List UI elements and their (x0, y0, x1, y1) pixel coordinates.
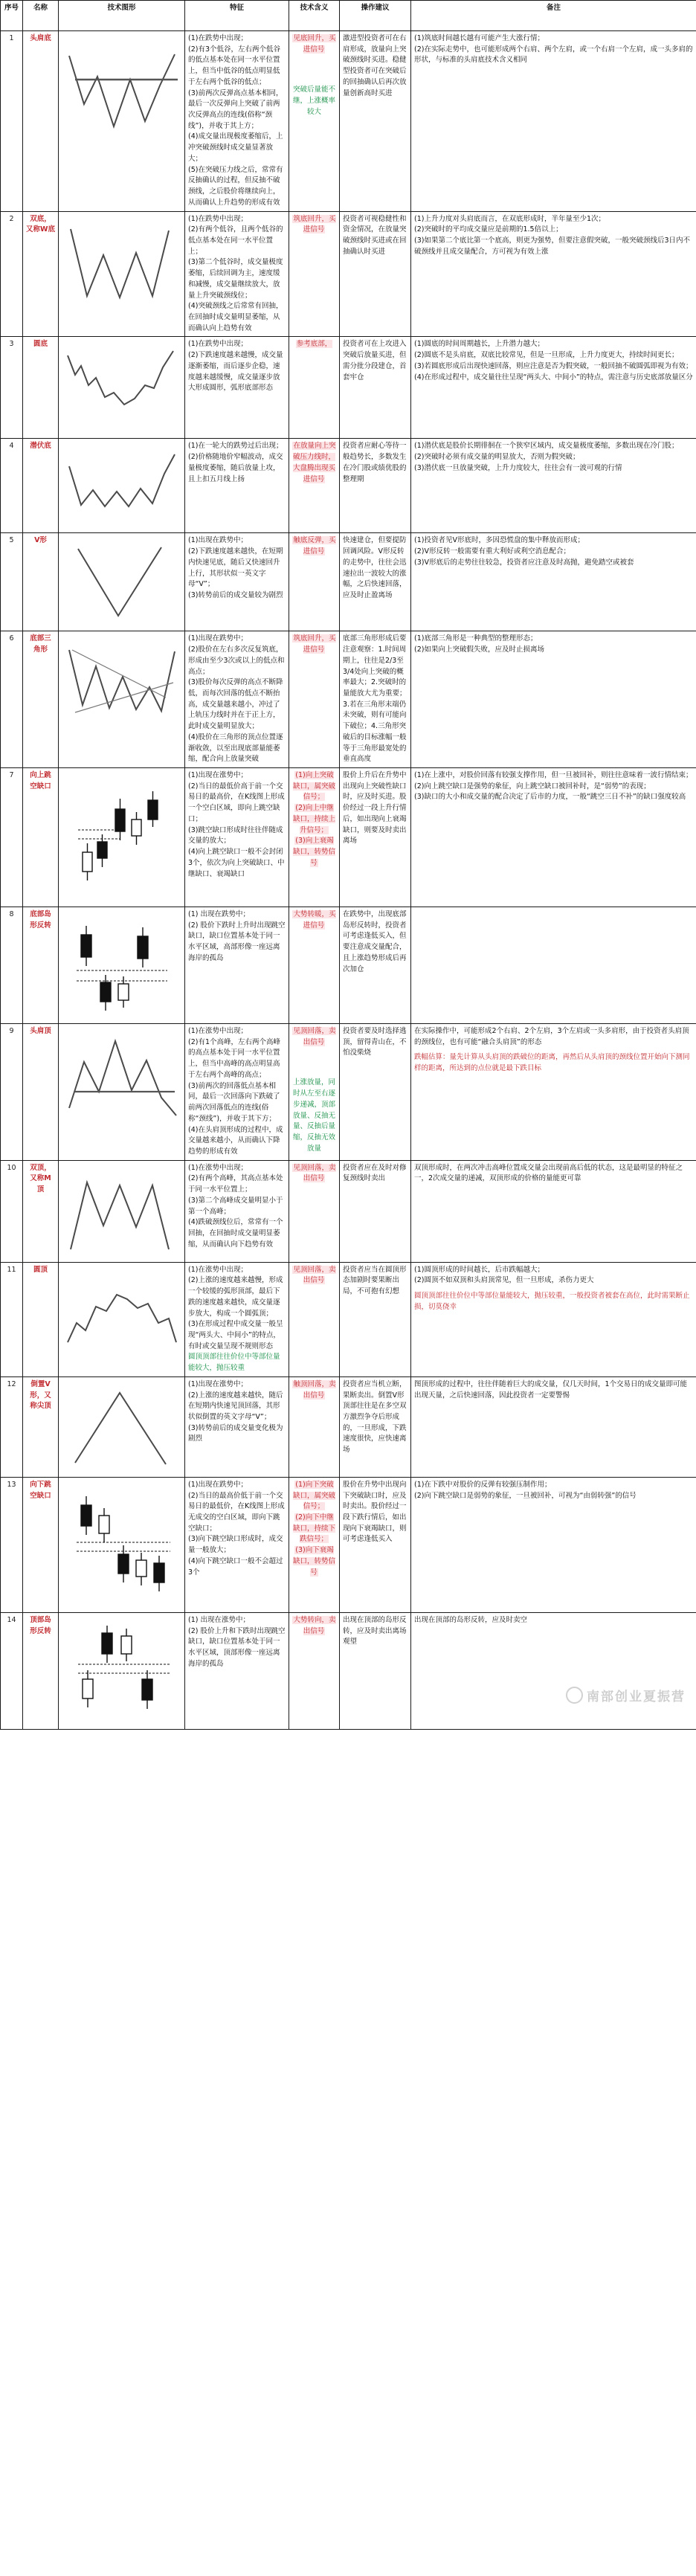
pattern-figure-double-bottom (59, 211, 185, 337)
pattern-feature: (1)在涨势中出现； (2)上涨的速度越来越慢，形成一个较缓的弧形顶部，最后下跌的速度越来越快，成交量逐步放大，构成一个圆弧顶； (3)在形成过程中成交量一般呈现“两头大、中间小”的特点，有时或交量呈现不规则形态 圆顶顶部往往价位中等部位量能较大，抛压较重 (185, 1262, 289, 1376)
header-index: 序号 (1, 1, 23, 31)
pattern-meaning: 触顶回落，卖出信号 (289, 1376, 340, 1477)
pattern-remark: 在实际操作中，可能形成2个右肩、2个左肩，3个左肩或一头多肩形，由于投资者头肩顶的颈线位，也有可能“融合头肩顶”的形态 跌幅估算：量先计算从头肩顶的跌破位的距离，再然后从头肩顶的颈线位置开始向下测同样的距离，所达到的点位就是最下跌目标 (411, 1024, 696, 1161)
pattern-remark (411, 907, 696, 1024)
pattern-meaning: 在放量向上突破压力线时，大盘腾出现买进信号 (289, 439, 340, 533)
pattern-name: 双底， 又称W底 (23, 211, 59, 337)
pattern-meaning: 触底反弹，买进信号 (289, 533, 340, 631)
pattern-advice: 投资者应当机立断，果断卖出。倒置V形顶部往往是在多空双方激烈争夺后形成的，一旦形成，下跌速度很快，应快速离场 (340, 1376, 411, 1477)
table-row (1, 211, 696, 337)
pattern-remark: (1)在上涨中，对股价回落有较强支撑作用，但一旦被回补，则往往意味着一波行情结束； (2)向上跳空缺口是强势的象征，向上跳空缺口被回补时，是“弱势”的表现； (3)缺口的大小和成交量的配合决定了后市的力度，一般“跳空三日不补”的缺口强度较高 (411, 768, 696, 907)
table-header-row (1, 1, 696, 31)
pattern-meaning: 参考底部， (289, 337, 340, 439)
pattern-remark: (1)圆底的时间周期越长，上升潜力越大； (2)圆底不是头肩底，双底比较常见，但是一旦形成，上升力度更大，持续时间更长； (3)若圆底形成后出现快速回落，则应注意是否为假突破，一般回抽不破圆弧即视为有效； (4)在形成过程中，成交量往往呈现“两头大、中间小”的特点，需注意与历史底部放量区分 (411, 337, 696, 439)
pattern-meaning: 筑底回升，买进信号 (289, 211, 340, 337)
pattern-advice: 投资者应在及时对修复颈线时卖出 (340, 1160, 411, 1262)
pattern-name: 潜伏底 (23, 439, 59, 533)
pattern-figure-island-top (59, 1612, 185, 1729)
pattern-name: 圆顶 (23, 1262, 59, 1376)
pattern-meaning: 见顶回落，卖出信号 上涨放量，同时从左至右逐步递减，顶部放量、反抽无量、反抽后量缩，反抽无效放量 (289, 1024, 340, 1161)
watermark (566, 1686, 686, 1704)
pattern-remark: (1)在下跌中对股价的反弹有较强压制作用； (2)向下跳空缺口是弱势的象征，一旦被回补，可视为“由弱转强”的信号 (411, 1477, 696, 1612)
pattern-remark: (1)潜伏底是股价长期徘徊在一个狭窄区域内，成交量极度萎缩，多数出现在冷门股； (2)突破时必须有成交量的明显放大，否则为假突破； (3)潜伏底一旦放量突破，上升力度较大，往往会有一波可观的行情 (411, 439, 696, 533)
pattern-name: 向下跳 空缺口 (23, 1477, 59, 1612)
pattern-advice: 投资者可在上攻进入突破后放量买进，但需分批分段建仓，首套牢仓 (340, 337, 411, 439)
pattern-remark: 双顶形成时，在两次冲击高峰位置成交量会出现前高后低的状态，这是最明显的特征之一，2次成交量的递减，双顶形成的价格的量能更可靠 (411, 1160, 696, 1262)
table-row (1, 31, 696, 212)
pattern-meaning: 见顶回落，卖出信号 (289, 1262, 340, 1376)
pattern-feature: (1)在跌势中出现； (2)有两个低谷，且两个低谷的低点基本处在同一水平位置上； (3)第二个低谷时，成交量极度萎缩，后续回调为主，速度缓和减慢，成交量继续放大，放量上升突破颈线位； (4)突破颈线之后常常有回抽，在回抽时成交量明显萎缩，从而确认向上趋势有效 (185, 211, 289, 337)
pattern-advice: 投资者应当在圆顶形态加剧时要果断出局，不可抱有幻想 (340, 1262, 411, 1376)
table-row (1, 337, 696, 439)
row-index: 8 (1, 907, 23, 1024)
watermark-text: 南部创业夏振营 (587, 1689, 686, 1704)
bird-icon (566, 1687, 583, 1704)
pattern-feature: (1)在涨势中出现； (2)有1个高峰，左右两个高峰的高点基本处于同一水平位置上，但当中高峰的高点明显高于左右两个高峰的高点； (3)前两次的回落低点基本相同，最后一次回落向下跌破了前两次回落低点的连线(俗称“颈线”)，并收于其下方； (4)在头肩顶形成的过程中，成交量越来越小，从而确认下降趋势的形成有效 (185, 1024, 289, 1161)
pattern-name: 倒置V 形，又 称尖顶 (23, 1376, 59, 1477)
header-feature: 特征 (185, 1, 289, 31)
row-index: 2 (1, 211, 23, 337)
table-row (1, 533, 696, 631)
pattern-feature: (1)出现在跌势中； (2)当日的最高价低于前一个交易日的最低价，在K线图上形成无成交的空白区域，即向下跳空缺口； (3)向下跳空缺口形成时，成交量一般放大； (4)向下跳空缺口一般不会超过3个 (185, 1477, 289, 1612)
pattern-meaning: 大势转暖，买进信号 (289, 907, 340, 1024)
table-row (1, 631, 696, 768)
table-row (1, 1262, 696, 1376)
pattern-feature: (1)出现在跌势中； (2)股价在左右多次反复筑底，形成由至少3次或以上的低点和高点； (3)股价每次反弹的高点不断降低，而每次回落的低点不断抬高，成交量越来越小，冲过了上轨压力线时并在于正上方，此时成交量明显放大； (4)股价在三角形的顶点位置逐渐收敛，以至出现底部量能萎缩，配合向上放量突破 (185, 631, 289, 768)
pattern-feature: (1)在涨势中出现； (2)有两个高峰，其高点基本处于同一水平位置上； (3)第二个高峰成交量明显小于第一个高峰； (4)跌破颈线位后，常常有一个回抽，在回抽时成交量明显萎缩，从而确认向下趋势有效 (185, 1160, 289, 1262)
row-index: 12 (1, 1376, 23, 1477)
pattern-meaning: 见底回升，买进信号 突破后量能不继，上涨概率较大 (289, 31, 340, 212)
pattern-advice: 股价上升后在升势中出现向上突破性缺口时，应及时买进。股价经过一段上升行情后，如出现向上衰竭缺口，则要及时卖出离场 (340, 768, 411, 907)
row-index: 14 (1, 1612, 23, 1729)
pattern-figure-island-bottom (59, 907, 185, 1024)
row-index: 5 (1, 533, 23, 631)
row-index: 6 (1, 631, 23, 768)
pattern-figure-dormant-bottom (59, 439, 185, 533)
pattern-feature: (1)出现在跌势中； (2)下跌速度越来越快，在短期内快速见底，随后又快速回升上行，其形状似一英文字母“V”； (3)转势前后的成交量较为剧烈 (185, 533, 289, 631)
pattern-name: 头肩底 (23, 31, 59, 212)
pattern-name: V形 (23, 533, 59, 631)
pattern-figure-rounded-top (59, 1262, 185, 1376)
pattern-advice: 投资者可视稳健性和资金情况，在放量突破颈线时买进或在回抽确认时买进 (340, 211, 411, 337)
table-row (1, 907, 696, 1024)
pattern-figure-v-shape (59, 533, 185, 631)
pattern-meaning: 见顶回落，卖出信号 (289, 1160, 340, 1262)
pattern-advice: 快速建仓，但要提防回调风险。V形反转的走势中，往往会迅速拉出一波较大的涨幅，之后快速回落，应及时止盈离场 (340, 533, 411, 631)
pattern-advice: 激进型投资者可在右肩形成，放量向上突破颈线时买进。稳健型投资者可在突破后的回抽确认后再次放量创新高时买进 (340, 31, 411, 212)
table-row (1, 439, 696, 533)
header-advice: 操作建议 (340, 1, 411, 31)
table-row (1, 1024, 696, 1161)
pattern-name: 双顶， 又称M 顶 (23, 1160, 59, 1262)
table-body (1, 31, 696, 1730)
row-index: 7 (1, 768, 23, 907)
pattern-advice: 投资者要及时选择逃顶，留得青山在，不怕没柴烧 (340, 1024, 411, 1161)
row-index: 13 (1, 1477, 23, 1612)
pattern-remark: (1)底部三角形是一种典型的整理形态； (2)如果向上突破假失败，应及时止损离场 (411, 631, 696, 768)
pattern-meaning: 大势转向，卖出信号 (289, 1612, 340, 1729)
pattern-name: 圆底 (23, 337, 59, 439)
pattern-feature: (1)出现在涨势中； (2)当日的最低价高于前一个交易日的最高价，在K线图上形成一个空白区域，即向上跳空缺口； (3)跳空缺口形成时往往伴随成交量的放大； (4)向上跳空缺口一般不会封闭3个，依次为向上突破缺口、中继缺口、衰竭缺口 (185, 768, 289, 907)
header-remark: 备注 (411, 1, 696, 31)
row-index: 3 (1, 337, 23, 439)
pattern-remark: (1)圆顶形成的时间越长，后市跌幅越大； (2)圆顶不如双顶和头肩顶常见，但一旦形成，杀伤力更大 圆顶顶部往往价位中等部位量能较大，抛压较重，一般投资者被套在高位，此时需果断止损，切莫侥幸 (411, 1262, 696, 1376)
row-index: 9 (1, 1024, 23, 1161)
pattern-remark: 图顶形成的过程中，往往伴随着巨大的成交量，仅几天时间，1个交易日的成交量即可能出现天量，之后快速回落，因此投资者一定要警惕 (411, 1376, 696, 1477)
pattern-figure-gap-down (59, 1477, 185, 1612)
pattern-figure-bottom-triangle (59, 631, 185, 768)
header-figure: 技术图形 (59, 1, 185, 31)
pattern-remark: (1)投资者见V形底时，多因恐慌盘的集中释放而形成； (2)V形反转一般需要有重大利好或利空消息配合； (3)V形底后的走势往往较急，投资者应注意及时高抛，避免踏空或被套 (411, 533, 696, 631)
pattern-advice: 投资者应耐心等待一般趋势长，多数发生在冷门股或绩优股的整理期 (340, 439, 411, 533)
pattern-advice: 在跌势中，出现底部岛形反转时，投资者可考虑逢低买入，但要注意成交量配合，且上涨趋势形成后再次加仓 (340, 907, 411, 1024)
row-index: 4 (1, 439, 23, 533)
pattern-meaning: (1)向上突破缺口，属突破信号； (2)向上中继缺口，持续上升信号； (3)向上衰竭缺口，转势信号 (289, 768, 340, 907)
row-index: 10 (1, 1160, 23, 1262)
pattern-figure-rounded-bottom (59, 337, 185, 439)
pattern-figure-head-and-shoulders-top (59, 1024, 185, 1161)
pattern-name: 顶部岛 形反转 (23, 1612, 59, 1729)
header-meaning: 技术含义 (289, 1, 340, 31)
pattern-feature: (1)出现在涨势中； (2)上涨的速度越来越快，随后在短期内快速见顶回落，其形状似倒置的英文字母“V”； (3)转势前后的成交量变化极为剧烈 (185, 1376, 289, 1477)
pattern-feature: (1) 出现在跌势中； (2) 股价下跌时上升时出现跳空缺口，缺口位置基本处于同一水平区域，高部形像一座远离海岸的孤岛 (185, 907, 289, 1024)
header-name: 名称 (23, 1, 59, 31)
table-row (1, 1477, 696, 1612)
row-index: 1 (1, 31, 23, 212)
table-row (1, 1376, 696, 1477)
pattern-feature: (1) 出现在涨势中； (2) 股价上升和下跌时出现跳空缺口，缺口位置基本处于同一水平区域，顶部形像一座远离海岸的孤岛 (185, 1612, 289, 1729)
pattern-remark: (1)筑底时间越长越有可能产生大涨行情； (2)在实际走势中，也可能形成两个右肩、两个左肩，或一个右肩一个左肩，成一头多肩的形状，与标准的头肩底技术含义相同 (411, 31, 696, 212)
pattern-feature: (1)在跌势中出现； (2)下跌速度越来越慢，成交量逐渐萎缩，而后逐步企稳，速度越来越缓慢，成交量逐步放大形成圆形，弧形底部形态 (185, 337, 289, 439)
pattern-feature: (1)在一轮大的跌势过后出现； (2)价格随地价窄幅波动，成交量极度萎缩，随后放量上攻，且上扣五月线上扬 (185, 439, 289, 533)
table-row (1, 768, 696, 907)
pattern-name: 头肩顶 (23, 1024, 59, 1161)
pattern-meaning: (1)向下突破缺口，属突破信号； (2)向下中继缺口，持续下跌信号； (3)向下衰竭缺口，转势信号 (289, 1477, 340, 1612)
pattern-advice: 股价在升势中出现向下突破缺口时，应及时卖出。股价经过一段下跌行情后，如出现向下衰竭缺口，则可考虑逢低买入 (340, 1477, 411, 1612)
pattern-meaning: 筑底回升，买进信号 (289, 631, 340, 768)
pattern-remark: 出现在顶部的岛形反转，应及时卖空 (411, 1612, 696, 1729)
pattern-name: 底部岛 形反转 (23, 907, 59, 1024)
table-row (1, 1160, 696, 1262)
pattern-feature: (1)在跌势中出现； (2)有3个低谷，左右两个低谷的低点基本处在同一水平位置上，但当中低谷的低点明显低于左右两个低谷的低点； (3)前两次反弹高点基本相同，最后一次反弹向上突破了前两次反弹高点的连线(俗称“颈线”)，并收于其上方； (4)成交量出现极度萎缩后，上冲突破颈线时成交量显著放大； (5)在突破压力线之后，常常有反抽确认的过程，但反抽不破颈线，之后股价将继续向上，从而确认上升趋势的形成有效 (185, 31, 289, 212)
pattern-name: 向上跳 空缺口 (23, 768, 59, 907)
row-index: 11 (1, 1262, 23, 1376)
pattern-name: 底部三 角形 (23, 631, 59, 768)
table-row (1, 1612, 696, 1729)
pattern-advice: 底部三角形形成后要注意观察：1.时间周期上，往往是2/3至3/4处向上突破的概率最大；2.突破时的量能放大尤为重要；3.若在三角形末端仍未突破，则有可能向下破位；4.三角形突破后的目标涨幅一般等于三角形最宽处的垂直高度 (340, 631, 411, 768)
pattern-remark: (1)上升力度对头肩底而言，在双底形成时，半年量至少1次； (2)突破时的平均成交量应是前期的1.5倍以上； (3)如果第二个底比第一个底高，则更为强势，但要注意假突破，一般突破颈线后3日内不破颈线并且成交量配合，方可视为有效上涨 (411, 211, 696, 337)
pattern-advice: 出现在顶部的岛形反转，应及时卖出离场观望 (340, 1612, 411, 1729)
pattern-figure-head-and-shoulders-bottom (59, 31, 185, 212)
pattern-figure-inverted-v (59, 1376, 185, 1477)
pattern-figure-double-top (59, 1160, 185, 1262)
pattern-figure-gap-up (59, 768, 185, 907)
